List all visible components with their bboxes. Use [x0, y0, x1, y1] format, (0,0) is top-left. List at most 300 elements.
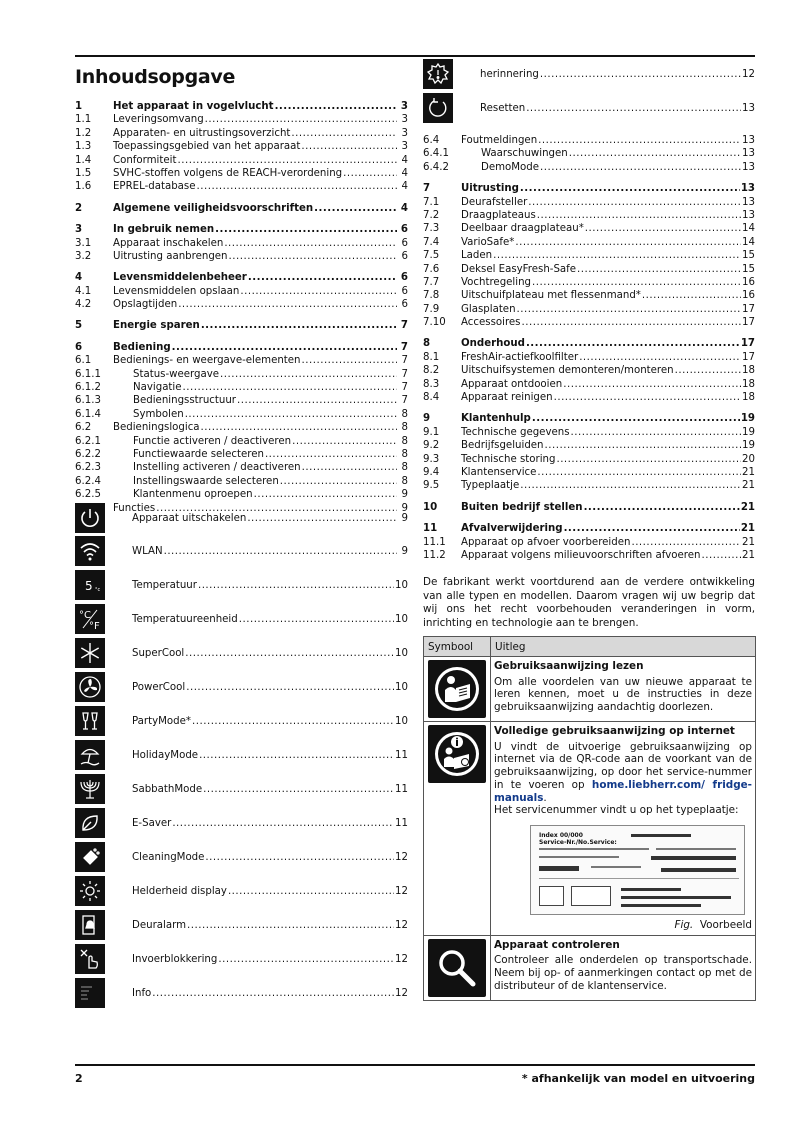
function-entry[interactable] [75, 570, 408, 600]
toc-number: 4.1 [75, 285, 92, 297]
toc-number: 9.1 [423, 426, 440, 438]
toc-entry[interactable] [423, 337, 755, 350]
toc-entry[interactable] [423, 276, 755, 289]
toc-leader [254, 488, 397, 501]
wifi-icon [75, 536, 105, 566]
toc-number: 1.2 [75, 127, 92, 139]
function-page: 11 [395, 749, 408, 761]
toc-entry[interactable] [423, 378, 755, 391]
toc-leader [164, 546, 397, 557]
toc-page: 9 [401, 502, 408, 514]
toc-number: 7.4 [423, 236, 440, 248]
toc-title: Apparaat ontdooien [461, 378, 563, 390]
online-manual-icon [428, 725, 486, 783]
reminder-icon [423, 59, 453, 89]
toc-title: Apparaat volgens milieuvoorschriften afvoeren [461, 549, 701, 561]
toc-number: 7.6 [423, 263, 440, 275]
toc-leader [220, 368, 397, 381]
toc-title: Toepassingsgebied van het apparaat [113, 141, 301, 153]
toc-entry[interactable] [75, 368, 408, 381]
toc-entry[interactable] [423, 209, 755, 222]
function-page: 10 [395, 613, 408, 625]
toc-number: 5 [75, 320, 83, 332]
figure-label: Fig. [674, 918, 694, 931]
toc-entry[interactable] [423, 479, 755, 492]
toc-title: Uitrusting [461, 183, 519, 195]
function-page: 12 [395, 987, 408, 999]
toc-leader [520, 479, 741, 492]
toc-entry[interactable] [75, 461, 408, 474]
toc-title: Afvalverwijdering [461, 523, 563, 535]
toc-title: Functie activeren / deactiveren [133, 435, 292, 447]
function-label: Helderheid display [132, 885, 227, 897]
menorah-icon [75, 774, 105, 804]
door-alarm-icon [75, 910, 105, 940]
toc-title: Status-weergave [133, 368, 220, 380]
toc-entry[interactable] [75, 488, 408, 501]
toc-leader [199, 750, 394, 761]
toc-entry[interactable] [75, 435, 408, 448]
toc-title: Opslagtijden [113, 299, 178, 311]
toc-leader [532, 412, 740, 425]
toc-page: 18 [742, 378, 755, 390]
toc-leader [521, 316, 741, 329]
function-entry[interactable] [75, 672, 408, 702]
toc-title: Apparaat reinigen [461, 392, 553, 404]
toc-leader [532, 276, 741, 289]
toc-leader [185, 408, 397, 421]
function-entry[interactable] [75, 978, 408, 1008]
toc-leader [556, 453, 741, 466]
toc-leader [187, 920, 394, 931]
toc-number: 8.4 [423, 392, 440, 404]
toc-entry[interactable] [75, 167, 408, 180]
read-manual-icon [428, 660, 486, 718]
temperature-display-icon [75, 570, 105, 600]
toc-page: 4 [401, 181, 408, 193]
toc-entry[interactable] [75, 180, 408, 193]
toc-number: 6.4.2 [423, 161, 449, 173]
toc-leader [343, 167, 397, 180]
toc-leader [172, 341, 397, 354]
toc-number: 8 [423, 338, 431, 350]
toc-leader [280, 475, 397, 488]
toc-page: 19 [742, 426, 755, 438]
function-entry[interactable] [75, 808, 408, 838]
toc-page: 14 [742, 223, 755, 235]
function-label: Apparaat uitschakelen [132, 512, 247, 524]
toc-number: 3 [75, 224, 83, 236]
function-label: PartyMode* [132, 715, 191, 727]
function-entry[interactable] [75, 910, 408, 940]
function-label: Deuralarm [132, 919, 187, 931]
toc-entry[interactable] [75, 298, 408, 311]
function-page: 12 [395, 919, 408, 931]
toc-page: 6 [400, 272, 408, 284]
toc-page: 8 [401, 435, 408, 447]
toc-title: Bedienings- en weergave-elementen [113, 355, 301, 367]
toc-leader [631, 536, 741, 549]
toc-entry[interactable] [75, 341, 408, 354]
function-label: WLAN [132, 545, 163, 557]
toc-entry[interactable] [423, 161, 755, 174]
row-heading: Apparaat controleren [494, 938, 620, 951]
toc-leader [528, 196, 741, 209]
toc-title: SVHC-stoffen volgens de REACH-verordening [113, 167, 343, 179]
toc-entry[interactable] [423, 351, 755, 364]
snowflake-icon [75, 638, 105, 668]
toc-entry[interactable] [75, 127, 408, 140]
glasses-icon [75, 706, 105, 736]
toc-entry[interactable] [75, 421, 408, 434]
input-lock-icon [75, 944, 105, 974]
function-entry[interactable] [75, 706, 408, 736]
toc-leader [302, 461, 397, 474]
toc-leader [301, 140, 397, 153]
table-row [424, 935, 756, 1000]
toc-number: 6.1.4 [75, 408, 101, 420]
page-number: 2 [75, 1072, 83, 1085]
function-entry[interactable] [75, 842, 408, 872]
function-page: 13 [742, 102, 755, 114]
toc-page: 6 [401, 237, 408, 249]
toc-page: 3 [401, 127, 408, 139]
toc-entry[interactable] [75, 354, 408, 367]
toc-title: VarioSafe* [461, 236, 515, 248]
plate-index: Index 00/000 [539, 831, 583, 839]
toc-title: Bedieningslogica [113, 422, 200, 434]
toc-page: 14 [742, 236, 755, 248]
toc-page: 7 [401, 355, 408, 367]
function-label: SabbathMode [132, 783, 203, 795]
toc-page: 17 [742, 317, 755, 329]
svg-text:°F: °F [89, 621, 100, 631]
toc-page: 8 [401, 448, 408, 460]
toc-number: 7.5 [423, 250, 440, 262]
toc-number: 6.2.1 [75, 435, 101, 447]
toc-title: Algemene veiligheidsvoorschriften [113, 202, 314, 214]
toc-entry[interactable] [423, 364, 755, 377]
svg-text:5: 5 [85, 579, 93, 593]
toc-leader [275, 100, 397, 113]
toc-page: 18 [742, 365, 755, 377]
toc-number: 6.2.2 [75, 448, 101, 460]
toc-title: Apparaat inschakelen [113, 237, 224, 249]
toc-entry[interactable] [75, 202, 408, 215]
toc-entry[interactable] [423, 249, 755, 262]
power-icon [75, 503, 105, 533]
toc-title: Functiewaarde selecteren [133, 448, 264, 460]
function-page: 9 [401, 545, 408, 557]
toc-title: Draagplateaus [461, 209, 536, 221]
toc-page: 4 [400, 202, 408, 214]
toc-number: 7 [423, 183, 431, 195]
function-entry[interactable] [75, 638, 408, 668]
toc-title: Instellingswaarde selecteren [133, 475, 279, 487]
toc-page: 13 [742, 148, 755, 160]
toc-entry[interactable] [423, 289, 755, 302]
toc-entry[interactable] [75, 250, 408, 263]
toc-page: 21 [740, 501, 755, 513]
toc-page: 13 [742, 161, 755, 173]
function-page: 10 [395, 681, 408, 693]
manual-link[interactable]: home.liebherr.com/ fridge-manuals [494, 778, 752, 804]
bottom-rule [75, 1064, 755, 1066]
fan-icon [75, 672, 105, 702]
toc-number: 7.10 [423, 317, 446, 329]
toc-entry[interactable] [75, 154, 408, 167]
toc-entry[interactable] [75, 475, 408, 488]
toc-title: Levensmiddelenbeheer [113, 272, 247, 284]
function-entry[interactable] [75, 604, 408, 634]
function-label: Temperatuur [132, 579, 197, 591]
toc-entry[interactable] [75, 237, 408, 250]
toc-title: Levensmiddelen opslaan [113, 285, 240, 297]
toc-page: 20 [742, 453, 755, 465]
toc-page: 13 [740, 183, 755, 195]
toc-title: Symbolen [133, 408, 184, 420]
toc-page: 9 [401, 489, 408, 501]
brightness-icon [75, 876, 105, 906]
svg-text:°c: °c [95, 587, 101, 593]
function-entry[interactable] [423, 93, 755, 123]
toc-page: 3 [400, 101, 408, 112]
explanation-column-header: Uitleg [491, 637, 756, 657]
toc-entry[interactable] [75, 448, 408, 461]
row-heading: Volledige gebruiksaanwijzing op internet [494, 725, 735, 737]
toc-entry[interactable] [423, 196, 755, 209]
toc-leader [152, 988, 394, 999]
toc-number: 6.4.1 [423, 148, 449, 160]
toc-entry[interactable] [75, 285, 408, 298]
function-page: 11 [395, 783, 408, 795]
toc-leader [247, 513, 397, 524]
toc-leader [675, 364, 741, 377]
toc-leader [237, 394, 397, 407]
toc-entry[interactable] [75, 408, 408, 421]
toc-number: 9 [423, 413, 431, 425]
toc-number: 6.2.4 [75, 475, 101, 487]
toc-leader [517, 303, 741, 316]
toc-page: 13 [742, 209, 755, 221]
page-title: Inhoudsopgave [75, 66, 236, 88]
function-page: 12 [742, 68, 755, 80]
toc-title: Conformiteit [113, 154, 177, 166]
toc-title: Bedrijfsgeluiden [461, 440, 544, 452]
toc-entry[interactable] [423, 303, 755, 316]
toc-number: 1.5 [75, 167, 92, 179]
toc-title: Onderhoud [461, 338, 525, 350]
toc-leader [183, 381, 397, 394]
toc-title: Foutmeldingen [461, 135, 538, 146]
toc-title: Uitschuifplateau met flessenmand* [461, 290, 641, 302]
toc-leader [228, 886, 394, 897]
function-entry[interactable] [75, 503, 408, 533]
toc-entry[interactable] [423, 536, 755, 549]
toc-leader [201, 319, 397, 332]
toc-page: 13 [742, 196, 755, 208]
toc-title: Vochtregeling [461, 276, 532, 288]
toc-leader [493, 249, 741, 262]
toc-entry[interactable] [75, 271, 408, 284]
toc-entry[interactable] [423, 236, 755, 249]
toc-title: Apparaten- en uitrustingsoverzicht [113, 127, 291, 139]
toc-number: 3.1 [75, 237, 92, 249]
toc-title: Instelling activeren / deactiveren [133, 462, 301, 474]
toc-page: 15 [742, 250, 755, 262]
toc-number: 7.9 [423, 303, 440, 315]
row-text: Om alle voordelen van uw nieuwe apparaat te leren kennen, moet u de instructies in deze gebruiksaanwijzing aandachtig doorlezen. [494, 675, 752, 714]
toc-title: Bedieningsstructuur [133, 395, 236, 407]
toc-leader [540, 161, 741, 174]
type-plate-image [530, 825, 745, 915]
toc-leader [584, 501, 740, 514]
toc-entry[interactable] [423, 453, 755, 466]
toc-number: 11 [423, 523, 438, 535]
toc-title: Technische storing [461, 453, 556, 465]
function-page: 10 [395, 715, 408, 727]
toc-page: 19 [740, 413, 755, 425]
symbol-table [423, 636, 756, 1001]
toc-leader [185, 648, 394, 659]
toc-number: 7.1 [423, 196, 440, 208]
toc-number: 6.4 [423, 135, 440, 146]
toc-entry[interactable] [423, 412, 755, 425]
toc-page: 13 [742, 135, 755, 146]
toc-number: 1 [75, 101, 83, 112]
toc-number: 6.1.3 [75, 395, 101, 407]
toc-title: Functies [113, 502, 156, 514]
toc-entry[interactable] [423, 134, 755, 147]
reset-icon [423, 93, 453, 123]
toc-page: 3 [401, 114, 408, 126]
toc-entry[interactable] [423, 522, 755, 535]
toc-entry[interactable] [423, 439, 755, 452]
toc-entry[interactable] [75, 319, 408, 332]
toc-page: 7 [400, 341, 408, 353]
function-label: SuperCool [132, 647, 185, 659]
toc-entry[interactable] [75, 223, 408, 236]
toc-entry[interactable] [423, 466, 755, 479]
toc-entry[interactable] [423, 501, 755, 514]
toc-title: Typeplaatje [461, 480, 520, 492]
toc-leader [224, 237, 397, 250]
toc-leader [205, 113, 397, 126]
toc-number: 4.2 [75, 299, 92, 311]
toc-number: 11.1 [423, 536, 446, 548]
toc-entry[interactable] [75, 394, 408, 407]
toc-entry[interactable] [423, 222, 755, 235]
toc-entry[interactable] [75, 113, 408, 126]
footnote: * afhankelijk van model en uitvoering [521, 1072, 755, 1085]
toc-title: EPREL-database [113, 181, 196, 193]
toc-page: 3 [401, 141, 408, 153]
toc-number: 7.7 [423, 276, 440, 288]
toc-title: Uitrusting aanbrengen [113, 250, 228, 262]
toc-page: 8 [401, 475, 408, 487]
toc-number: 6.1 [75, 355, 92, 367]
toc-title: Accessoires [461, 317, 521, 329]
table-row [424, 722, 756, 936]
toc-title: Bediening [113, 341, 171, 353]
toc-leader [239, 614, 394, 625]
toc-page: 6 [401, 285, 408, 297]
toc-leader [177, 154, 397, 167]
toc-entry[interactable] [75, 140, 408, 153]
function-entry[interactable] [75, 774, 408, 804]
function-label: PowerCool [132, 681, 186, 693]
toc-leader [215, 223, 397, 236]
toc-number: 8.1 [423, 351, 440, 363]
toc-entry[interactable] [423, 316, 755, 329]
toc-leader [537, 466, 741, 479]
toc-leader [178, 298, 397, 311]
toc-page: 21 [740, 523, 755, 535]
toc-entry[interactable] [423, 549, 755, 562]
toc-entry[interactable] [423, 391, 755, 404]
toc-page: 17 [742, 303, 755, 315]
function-entry[interactable] [75, 740, 408, 770]
table-row [424, 657, 756, 722]
toc-entry[interactable] [423, 182, 755, 195]
toc-number: 7.3 [423, 223, 440, 235]
toc-entry[interactable] [75, 100, 408, 113]
plate-service: Service-Nr./No.Service: [539, 838, 617, 846]
toc-leader [564, 522, 740, 535]
function-entry[interactable] [75, 536, 408, 566]
toc-title: Klantenservice [461, 466, 537, 478]
toc-leader [545, 439, 742, 452]
svg-text:°C: °C [79, 610, 91, 621]
toc-title: Buiten bedrijf stellen [461, 501, 583, 513]
toc-entry[interactable] [423, 147, 755, 160]
toc-title: Apparaat op afvoer voorbereiden [461, 536, 631, 548]
toc-entry[interactable] [423, 263, 755, 276]
leaf-icon [75, 808, 105, 838]
function-label: Resetten [480, 102, 526, 114]
toc-page: 6 [400, 224, 408, 236]
toc-leader [571, 426, 742, 439]
toc-page: 6 [401, 299, 408, 311]
toc-entry[interactable] [423, 426, 755, 439]
toc-leader [563, 378, 741, 391]
beach-umbrella-icon [75, 740, 105, 770]
toc-leader [192, 716, 394, 727]
row-text: U vindt de uitvoerige gebruiksaanwijzing op internet via de QR-code aan de voorkant van de gebruiksaanwijzing, op door het service-nummer in te voeren op [494, 740, 752, 791]
toc-leader [197, 180, 398, 193]
toc-page: 8 [401, 408, 408, 420]
function-entry[interactable] [75, 944, 408, 974]
toc-leader [201, 421, 397, 434]
magnifier-icon [428, 939, 486, 997]
toc-number: 9.3 [423, 453, 440, 465]
celsius-fahrenheit-icon [75, 604, 105, 634]
toc-title: Technische gegevens [461, 426, 570, 438]
row-heading: Gebruiksaanwijzing lezen [494, 660, 644, 672]
toc-leader [314, 202, 397, 215]
toc-leader [205, 852, 394, 863]
toc-leader [540, 69, 741, 80]
toc-leader [198, 580, 394, 591]
figure-caption: Voorbeeld [699, 918, 752, 931]
toc-leader [302, 354, 397, 367]
toc-entry[interactable] [75, 381, 408, 394]
function-label: HolidayMode [132, 749, 199, 761]
function-entry[interactable] [75, 876, 408, 906]
toc-leader [292, 435, 397, 448]
function-entry[interactable] [423, 59, 755, 89]
toc-page: 21 [742, 536, 755, 548]
